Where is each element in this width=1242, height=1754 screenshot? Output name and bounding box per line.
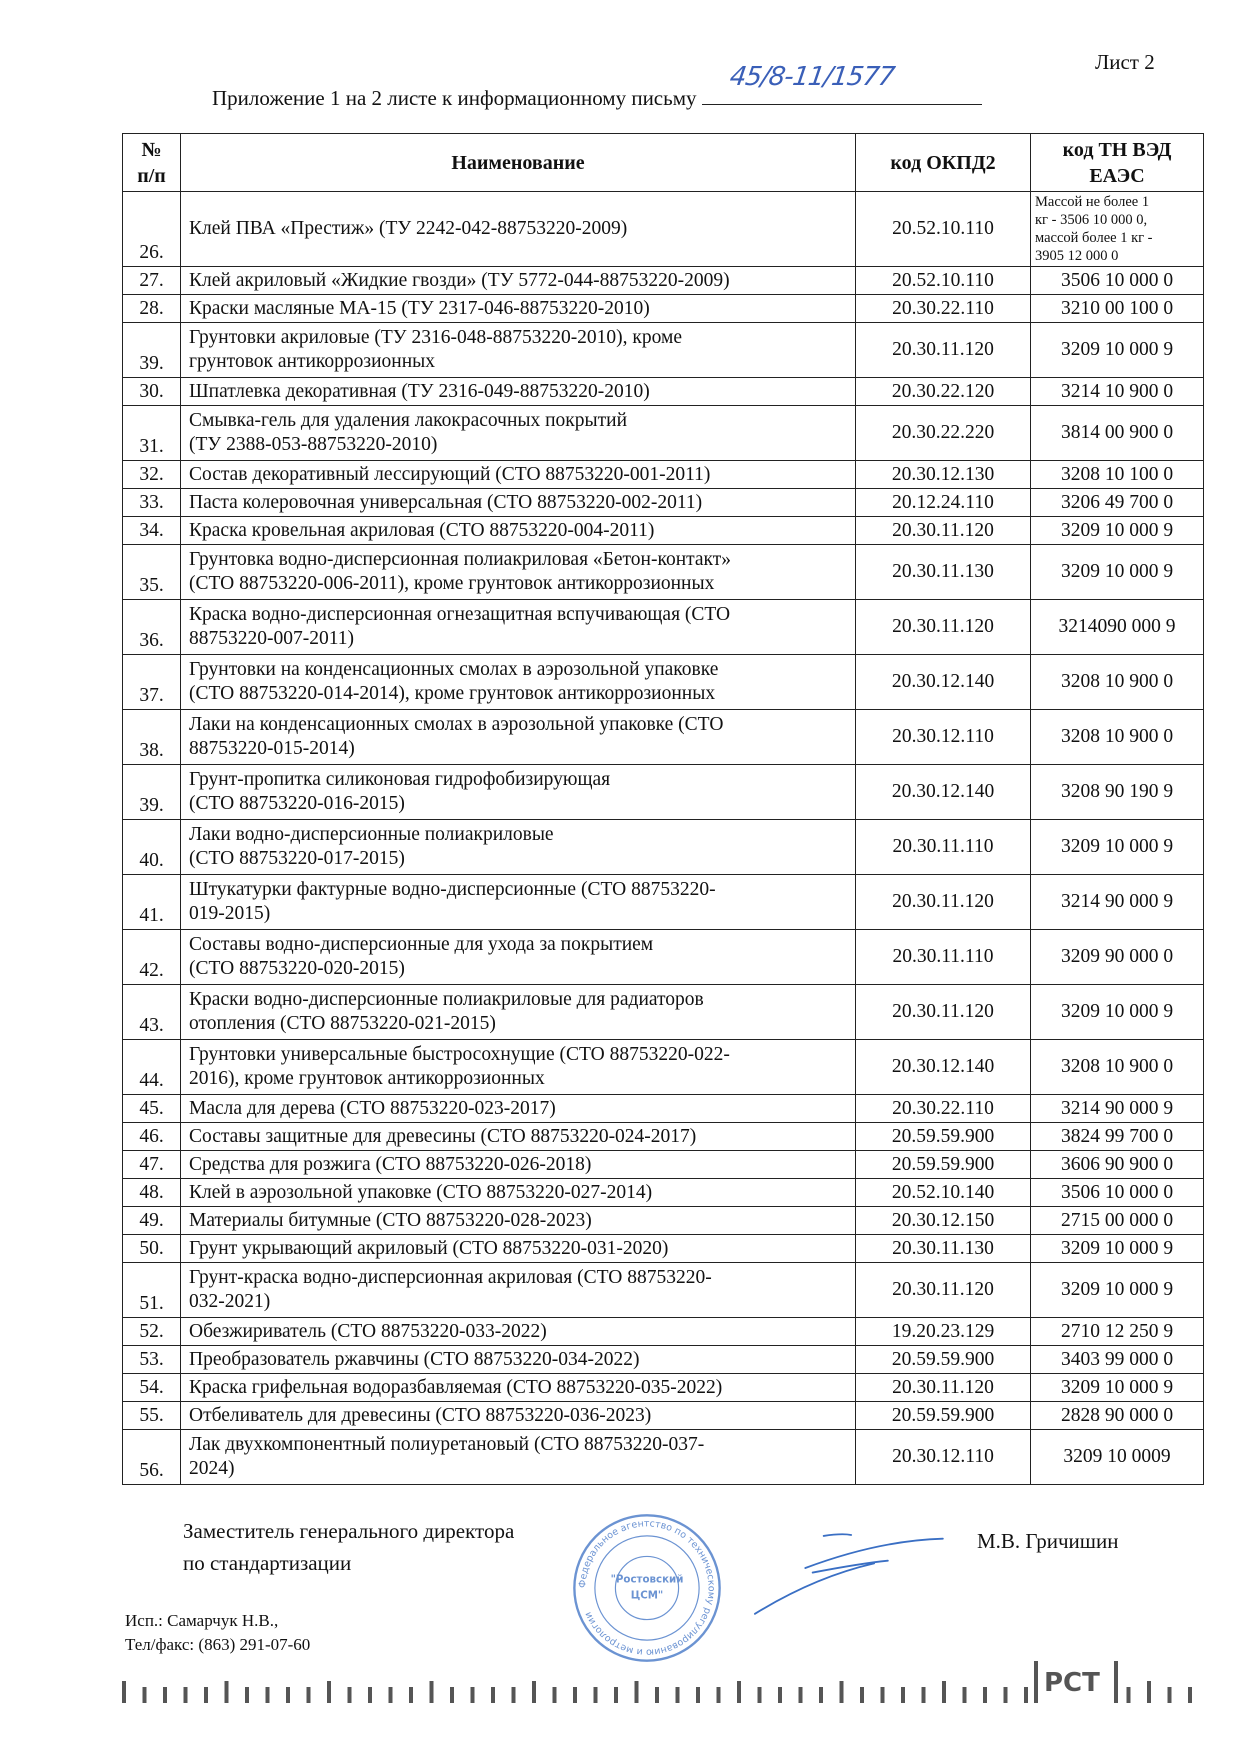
product-name: Средства для розжига (СТО 88753220-026-2018) <box>181 1151 856 1179</box>
barcode-bar <box>1168 1687 1172 1703</box>
row-number: 39. <box>123 323 181 378</box>
barcode-bar <box>840 1681 844 1703</box>
tnved-code: 2710 12 250 9 <box>1031 1318 1204 1346</box>
barcode-bar <box>368 1687 372 1703</box>
tnved-code: Массой не более 1 кг - 3506 10 000 0, массой более 1 кг - 3905 12 000 0 <box>1031 192 1204 267</box>
tnved-code: 3214 10 900 0 <box>1031 378 1204 406</box>
tnved-code: 3506 10 000 0 <box>1031 267 1204 295</box>
row-number: 51. <box>123 1263 181 1318</box>
table-row <box>123 267 1204 295</box>
letter-number-line <box>702 62 982 105</box>
row-number: 28. <box>123 295 181 323</box>
barcode-bar <box>676 1687 680 1703</box>
official-stamp <box>572 1513 722 1663</box>
row-number: 49. <box>123 1207 181 1235</box>
table-row <box>123 1040 1204 1095</box>
signer-name: М.В. Гричишин <box>977 1529 1119 1553</box>
table-row <box>123 1235 1204 1263</box>
tnved-code: 3214 90 000 9 <box>1031 875 1204 930</box>
rst-logo: РСТ <box>1044 1668 1100 1698</box>
row-number: 39. <box>123 765 181 820</box>
tnved-code: 3208 10 900 0 <box>1031 710 1204 765</box>
barcode-bar <box>491 1687 495 1703</box>
product-name: Отбеливатель для древесины (СТО 88753220-036-2023) <box>181 1402 856 1430</box>
row-number: 50. <box>123 1235 181 1263</box>
column-header-okpd2: код ОКПД2 <box>856 134 1031 192</box>
svg-text:Федеральное агентство по техни: Федеральное агентство по техническому регулированию и метрологии <box>577 1518 717 1658</box>
okpd2-code: 20.30.12.110 <box>856 1430 1031 1485</box>
row-number: 30. <box>123 378 181 406</box>
row-number: 55. <box>123 1402 181 1430</box>
okpd2-code: 20.52.10.140 <box>856 1179 1031 1207</box>
okpd2-code: 20.30.12.110 <box>856 710 1031 765</box>
table-row <box>123 378 1204 406</box>
product-name: Краска грифельная водоразбавляемая (СТО 88753220-035-2022) <box>181 1374 856 1402</box>
barcode-bar <box>163 1687 167 1703</box>
product-name: Грунтовки универсальные быстросохнущие (СТО 88753220-022- 2016), кроме грунтовок антикоррозионных <box>181 1040 856 1095</box>
product-name: Материалы битумные (СТО 88753220-028-2023) <box>181 1207 856 1235</box>
row-number: 35. <box>123 545 181 600</box>
table-row <box>123 545 1204 600</box>
table-row <box>123 1179 1204 1207</box>
barcode-bar <box>553 1687 557 1703</box>
product-name: Краска кровельная акриловая (СТО 88753220-004-2011) <box>181 517 856 545</box>
tnved-code: 2828 90 000 0 <box>1031 1402 1204 1430</box>
tnved-code: 3209 10 000 9 <box>1031 820 1204 875</box>
barcode-bar <box>922 1687 926 1703</box>
product-name: Составы защитные для древесины (СТО 88753220-024-2017) <box>181 1123 856 1151</box>
row-number: 44. <box>123 1040 181 1095</box>
product-name: Состав декоративный лессирующий (СТО 88753220-001-2011) <box>181 461 856 489</box>
column-header-name: Наименование <box>181 134 856 192</box>
barcode-bar <box>696 1687 700 1703</box>
tnved-code: 3209 10 000 9 <box>1031 985 1204 1040</box>
barcode-bar <box>1024 1687 1028 1703</box>
product-name: Штукатурки фактурные водно-дисперсионные (СТО 88753220- 019-2015) <box>181 875 856 930</box>
okpd2-code: 20.30.11.120 <box>856 875 1031 930</box>
table-row <box>123 517 1204 545</box>
okpd2-code: 20.30.12.140 <box>856 655 1031 710</box>
okpd2-code: 20.30.22.120 <box>856 378 1031 406</box>
barcode-bar <box>430 1681 434 1703</box>
barcode-bar <box>1188 1687 1192 1703</box>
okpd2-code: 20.30.11.110 <box>856 820 1031 875</box>
barcode-bar <box>450 1687 454 1703</box>
svg-text:ЦСМ": ЦСМ" <box>630 1589 664 1602</box>
product-name: Клей акриловый «Жидкие гвозди» (ТУ 5772-044-88753220-2009) <box>181 267 856 295</box>
okpd2-code: 20.12.24.110 <box>856 489 1031 517</box>
tnved-code: 3506 10 000 0 <box>1031 1179 1204 1207</box>
okpd2-code: 20.30.11.110 <box>856 930 1031 985</box>
table-row <box>123 875 1204 930</box>
document-title <box>212 62 982 111</box>
table-row <box>123 1430 1204 1485</box>
product-name: Лаки водно-дисперсионные полиакриловые (СТО 88753220-017-2015) <box>181 820 856 875</box>
row-number: 54. <box>123 1374 181 1402</box>
barcode-bar <box>717 1687 721 1703</box>
barcode-bar <box>307 1687 311 1703</box>
executor-info: Исп.: Самарчук Н.В., Тел/факс: (863) 291-07-60 <box>125 1611 311 1654</box>
svg-text:"Ростовский: "Ростовский <box>610 1573 684 1586</box>
tnved-code: 3208 10 900 0 <box>1031 1040 1204 1095</box>
tnved-code: 3606 90 900 0 <box>1031 1151 1204 1179</box>
product-name: Краски масляные МА-15 (ТУ 2317-046-88753220-2010) <box>181 295 856 323</box>
barcode-bar <box>143 1687 147 1703</box>
row-number: 26. <box>123 192 181 267</box>
logo-bar <box>1034 1661 1038 1703</box>
row-number: 46. <box>123 1123 181 1151</box>
footer-barcode-strip <box>122 1661 1203 1711</box>
product-name: Смывка-гель для удаления лакокрасочных покрытий (ТУ 2388-053-88753220-2010) <box>181 406 856 461</box>
product-name: Клей ПВА «Престиж» (ТУ 2242-042-88753220-2009) <box>181 192 856 267</box>
barcode-bar <box>819 1687 823 1703</box>
product-name: Обезжириватель (СТО 88753220-033-2022) <box>181 1318 856 1346</box>
column-header-number: № п/п <box>123 134 181 192</box>
row-number: 43. <box>123 985 181 1040</box>
product-name: Грунт укрывающий акриловый (СТО 88753220-031-2020) <box>181 1235 856 1263</box>
tnved-code: 3814 00 900 0 <box>1031 406 1204 461</box>
barcode-bar <box>286 1687 290 1703</box>
okpd2-code: 20.30.11.120 <box>856 517 1031 545</box>
barcode-bar <box>655 1687 659 1703</box>
product-name: Составы водно-дисперсионные для ухода за покрытием (СТО 88753220-020-2015) <box>181 930 856 985</box>
tnved-code: 3209 10 0009 <box>1031 1430 1204 1485</box>
okpd2-code: 20.59.59.900 <box>856 1151 1031 1179</box>
tnved-code: 3824 99 700 0 <box>1031 1123 1204 1151</box>
barcode-bar <box>860 1687 864 1703</box>
okpd2-code: 20.30.11.120 <box>856 1263 1031 1318</box>
product-name: Краска водно-дисперсионная огнезащитная вспучивающая (СТО 88753220-007-2011) <box>181 600 856 655</box>
row-number: 42. <box>123 930 181 985</box>
table-row <box>123 461 1204 489</box>
okpd2-code: 20.30.12.140 <box>856 1040 1031 1095</box>
row-number: 27. <box>123 267 181 295</box>
product-name: Масла для дерева (СТО 88753220-023-2017) <box>181 1095 856 1123</box>
product-name: Краски водно-дисперсионные полиакриловые для радиаторов отопления (СТО 88753220-021-2015) <box>181 985 856 1040</box>
okpd2-code: 20.30.11.130 <box>856 545 1031 600</box>
barcode-bar <box>327 1681 331 1703</box>
table-row <box>123 820 1204 875</box>
barcode-bar <box>225 1681 229 1703</box>
tnved-code: 3208 90 190 9 <box>1031 765 1204 820</box>
barcode-bar <box>737 1681 741 1703</box>
product-name: Шпатлевка декоративная (ТУ 2316-049-88753220-2010) <box>181 378 856 406</box>
signer-position: Заместитель генерального директора по стандартизации <box>183 1519 515 1575</box>
table-row <box>123 1374 1204 1402</box>
table-header <box>123 134 1204 192</box>
row-number: 56. <box>123 1430 181 1485</box>
tnved-code: 3209 90 000 0 <box>1031 930 1204 985</box>
barcode-bar <box>594 1687 598 1703</box>
barcode-bar <box>1147 1681 1151 1703</box>
okpd2-code: 20.30.11.120 <box>856 323 1031 378</box>
barcode-bar <box>758 1687 762 1703</box>
table-row <box>123 323 1204 378</box>
tnved-code: 3214090 000 9 <box>1031 600 1204 655</box>
handwritten-letter-number: 45/8-11/1577 <box>727 62 896 92</box>
tnved-code: 3403 99 000 0 <box>1031 1346 1204 1374</box>
barcode-bar <box>614 1687 618 1703</box>
table-row <box>123 1318 1204 1346</box>
product-name: Грунт-краска водно-дисперсионная акриловая (СТО 88753220- 032-2021) <box>181 1263 856 1318</box>
product-name: Грунтовки акриловые (ТУ 2316-048-88753220-2010), кроме грунтовок антикоррозионных <box>181 323 856 378</box>
barcode-bar <box>389 1687 393 1703</box>
okpd2-code: 20.30.22.220 <box>856 406 1031 461</box>
barcode-bar <box>963 1687 967 1703</box>
okpd2-code: 20.30.11.120 <box>856 600 1031 655</box>
okpd2-code: 20.59.59.900 <box>856 1346 1031 1374</box>
table-row <box>123 1263 1204 1318</box>
table-row <box>123 192 1204 267</box>
okpd2-code: 20.59.59.900 <box>856 1123 1031 1151</box>
okpd2-code: 20.30.12.150 <box>856 1207 1031 1235</box>
handwritten-signature <box>722 1513 962 1623</box>
table-row <box>123 930 1204 985</box>
table-row <box>123 406 1204 461</box>
table-row <box>123 600 1204 655</box>
barcode-bar <box>983 1687 987 1703</box>
okpd2-code: 20.30.11.120 <box>856 985 1031 1040</box>
table-row <box>123 1346 1204 1374</box>
table-row <box>123 1095 1204 1123</box>
tnved-code: 3208 10 900 0 <box>1031 655 1204 710</box>
table-row <box>123 985 1204 1040</box>
tnved-code: 3206 49 700 0 <box>1031 489 1204 517</box>
row-number: 32. <box>123 461 181 489</box>
main-content <box>122 133 1203 1713</box>
okpd2-code: 20.52.10.110 <box>856 192 1031 267</box>
barcode-bar <box>799 1687 803 1703</box>
table-row <box>123 1123 1204 1151</box>
barcode-bar <box>122 1681 126 1703</box>
table-row <box>123 1207 1204 1235</box>
product-name: Лак двухкомпонентный полиуретановый (СТО 88753220-037- 2024) <box>181 1430 856 1485</box>
row-number: 45. <box>123 1095 181 1123</box>
barcode-bar <box>471 1687 475 1703</box>
product-name: Лаки на конденсационных смолах в аэрозольной упаковке (СТО 88753220-015-2014) <box>181 710 856 765</box>
row-number: 38. <box>123 710 181 765</box>
tnved-code: 3209 10 000 9 <box>1031 1263 1204 1318</box>
table-row <box>123 710 1204 765</box>
table-row <box>123 295 1204 323</box>
okpd2-code: 20.30.12.140 <box>856 765 1031 820</box>
barcode-bar <box>409 1687 413 1703</box>
table-row <box>123 489 1204 517</box>
product-name: Паста колеровочная универсальная (СТО 88753220-002-2011) <box>181 489 856 517</box>
row-number: 36. <box>123 600 181 655</box>
products-table <box>122 133 1204 1485</box>
row-number: 47. <box>123 1151 181 1179</box>
tnved-code: 3210 00 100 0 <box>1031 295 1204 323</box>
okpd2-code: 20.30.12.130 <box>856 461 1031 489</box>
table-row <box>123 765 1204 820</box>
barcode-bar <box>901 1687 905 1703</box>
row-number: 40. <box>123 820 181 875</box>
row-number: 33. <box>123 489 181 517</box>
row-number: 53. <box>123 1346 181 1374</box>
barcode-bar <box>266 1687 270 1703</box>
barcode-bar <box>573 1687 577 1703</box>
barcode-bar <box>532 1681 536 1703</box>
barcode-bar <box>778 1687 782 1703</box>
product-name: Грунтовка водно-дисперсионная полиакриловая «Бетон-контакт» (СТО 88753220-006-2011), кроме грунтовок антикоррозионных <box>181 545 856 600</box>
table-row <box>123 1402 1204 1430</box>
row-number: 41. <box>123 875 181 930</box>
barcode-bar <box>204 1687 208 1703</box>
row-number: 31. <box>123 406 181 461</box>
tnved-code: 2715 00 000 0 <box>1031 1207 1204 1235</box>
okpd2-code: 20.30.22.110 <box>856 1095 1031 1123</box>
barcode-bar <box>942 1681 946 1703</box>
tnved-code: 3209 10 000 9 <box>1031 545 1204 600</box>
barcode-bar <box>635 1681 639 1703</box>
okpd2-code: 20.52.10.110 <box>856 267 1031 295</box>
product-name: Грунт-пропитка силиконовая гидрофобизирующая (СТО 88753220-016-2015) <box>181 765 856 820</box>
okpd2-code: 19.20.23.129 <box>856 1318 1031 1346</box>
sheet-number: Лист 2 <box>1095 50 1155 74</box>
barcode-bar <box>184 1687 188 1703</box>
tnved-code: 3208 10 100 0 <box>1031 461 1204 489</box>
okpd2-code: 20.30.11.120 <box>856 1374 1031 1402</box>
row-number: 34. <box>123 517 181 545</box>
barcode-bar <box>881 1687 885 1703</box>
table-row <box>123 655 1204 710</box>
logo-bar <box>1114 1661 1118 1703</box>
column-header-tnved: код ТН ВЭД ЕАЭС <box>1031 134 1204 192</box>
product-name: Преобразователь ржавчины (СТО 88753220-034-2022) <box>181 1346 856 1374</box>
barcode-bar <box>1004 1687 1008 1703</box>
tnved-code: 3209 10 000 9 <box>1031 323 1204 378</box>
okpd2-code: 20.59.59.900 <box>856 1402 1031 1430</box>
tnved-code: 3209 10 000 9 <box>1031 1235 1204 1263</box>
product-name: Клей в аэрозольной упаковке (СТО 88753220-027-2014) <box>181 1179 856 1207</box>
okpd2-code: 20.30.11.130 <box>856 1235 1031 1263</box>
row-number: 48. <box>123 1179 181 1207</box>
signature-block <box>122 1513 1203 1713</box>
row-number: 37. <box>123 655 181 710</box>
okpd2-code: 20.30.22.110 <box>856 295 1031 323</box>
tnved-code: 3209 10 000 9 <box>1031 1374 1204 1402</box>
barcode-bar <box>348 1687 352 1703</box>
tnved-code: 3214 90 000 9 <box>1031 1095 1204 1123</box>
barcode-bar <box>1127 1687 1131 1703</box>
row-number: 52. <box>123 1318 181 1346</box>
product-name: Грунтовки на конденсационных смолах в аэрозольной упаковке (СТО 88753220-014-2014), кроме грунтовок антикоррозионных <box>181 655 856 710</box>
tnved-code: 3209 10 000 9 <box>1031 517 1204 545</box>
barcode-bar <box>245 1687 249 1703</box>
title-text: Приложение 1 на 2 листе к информационному письму <box>212 86 697 110</box>
table-row <box>123 1151 1204 1179</box>
barcode-bar <box>512 1687 516 1703</box>
